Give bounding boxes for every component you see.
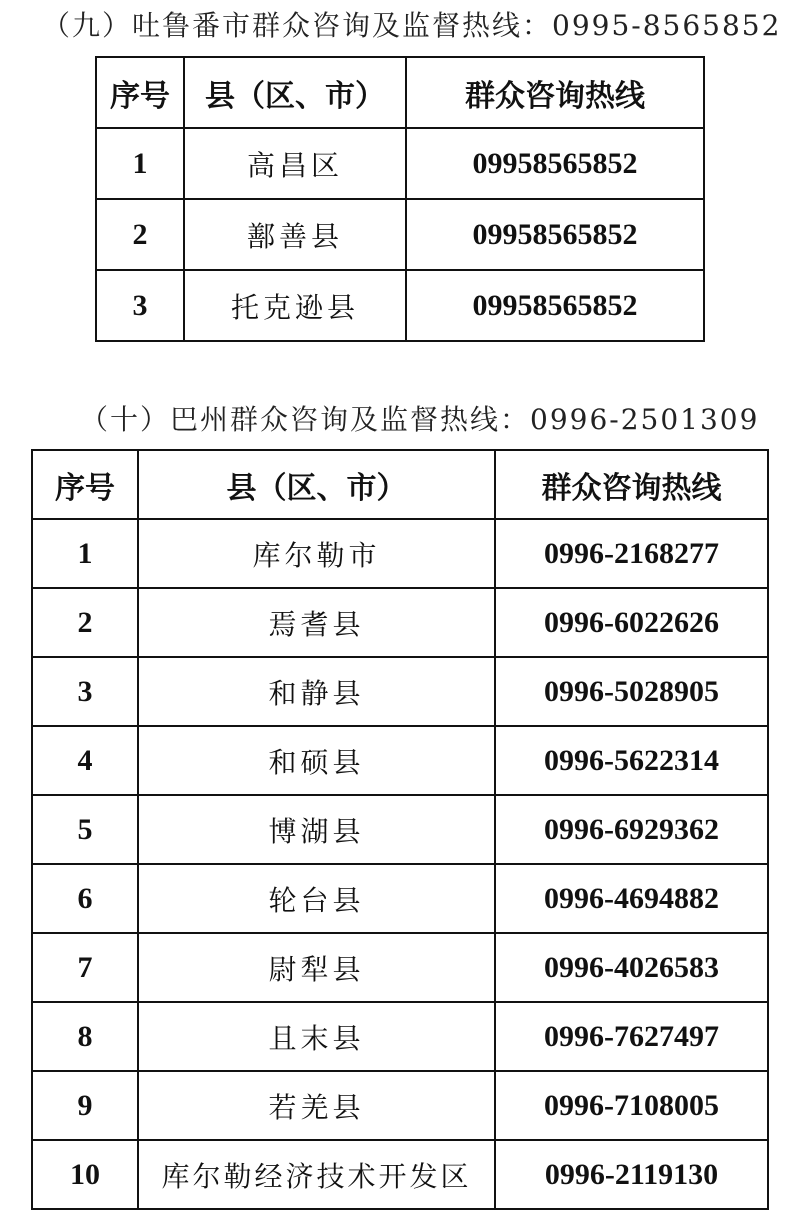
row-number: 9 — [32, 1071, 138, 1140]
row-county: 和静县 — [138, 657, 495, 726]
row-phone: 0996-2168277 — [495, 519, 768, 588]
row-phone: 0996-2119130 — [495, 1140, 768, 1209]
table-row — [32, 795, 768, 864]
header-hotline: 群众咨询热线 — [495, 450, 768, 519]
row-number: 7 — [32, 933, 138, 1002]
row-county: 博湖县 — [138, 795, 495, 864]
row-phone: 09958565852 — [406, 128, 704, 199]
row-number: 2 — [32, 588, 138, 657]
row-phone: 0996-7108005 — [495, 1071, 768, 1140]
row-county: 轮台县 — [138, 864, 495, 933]
row-number: 3 — [96, 270, 184, 341]
row-number: 4 — [32, 726, 138, 795]
row-phone: 0996-4694882 — [495, 864, 768, 933]
row-number: 5 — [32, 795, 138, 864]
row-phone: 0996-4026583 — [495, 933, 768, 1002]
table-row — [32, 1140, 768, 1209]
header-hotline: 群众咨询热线 — [406, 57, 704, 128]
row-county: 鄯善县 — [184, 199, 406, 270]
row-number: 3 — [32, 657, 138, 726]
row-county: 且末县 — [138, 1002, 495, 1071]
table-row — [96, 270, 704, 341]
table-row — [32, 1071, 768, 1140]
table-row — [32, 588, 768, 657]
row-number: 10 — [32, 1140, 138, 1209]
table-row — [32, 519, 768, 588]
row-county: 和硕县 — [138, 726, 495, 795]
row-county: 高昌区 — [184, 128, 406, 199]
row-county: 焉耆县 — [138, 588, 495, 657]
hotline-table-bazhou — [31, 449, 769, 1210]
row-county: 库尔勒市 — [138, 519, 495, 588]
row-county: 若羌县 — [138, 1071, 495, 1140]
row-number: 8 — [32, 1002, 138, 1071]
row-county: 托克逊县 — [184, 270, 406, 341]
section-title-bazhou: （十）巴州群众咨询及监督热线：0996-2501309 — [80, 403, 760, 436]
row-county: 尉犁县 — [138, 933, 495, 1002]
table-row — [32, 657, 768, 726]
table-header-row — [32, 450, 768, 519]
table-row — [32, 933, 768, 1002]
table-row — [32, 864, 768, 933]
row-number: 1 — [96, 128, 184, 199]
header-number: 序号 — [32, 450, 138, 519]
row-number: 1 — [32, 519, 138, 588]
table-row — [96, 199, 704, 270]
row-number: 2 — [96, 199, 184, 270]
table-row — [32, 1002, 768, 1071]
table-header-row — [96, 57, 704, 128]
section-title-turpan: （九）吐鲁番市群众咨询及监督热线：0995-8565852 — [42, 9, 782, 42]
row-phone: 0996-6929362 — [495, 795, 768, 864]
row-county: 库尔勒经济技术开发区 — [138, 1140, 495, 1209]
table-row — [32, 726, 768, 795]
header-county: 县（区、市） — [138, 450, 495, 519]
row-phone: 0996-6022626 — [495, 588, 768, 657]
hotline-table-turpan — [95, 56, 705, 342]
header-county: 县（区、市） — [184, 57, 406, 128]
row-phone: 0996-5028905 — [495, 657, 768, 726]
row-phone: 0996-5622314 — [495, 726, 768, 795]
header-number: 序号 — [96, 57, 184, 128]
row-number: 6 — [32, 864, 138, 933]
row-phone: 09958565852 — [406, 199, 704, 270]
row-phone: 0996-7627497 — [495, 1002, 768, 1071]
table-row — [96, 128, 704, 199]
row-phone: 09958565852 — [406, 270, 704, 341]
